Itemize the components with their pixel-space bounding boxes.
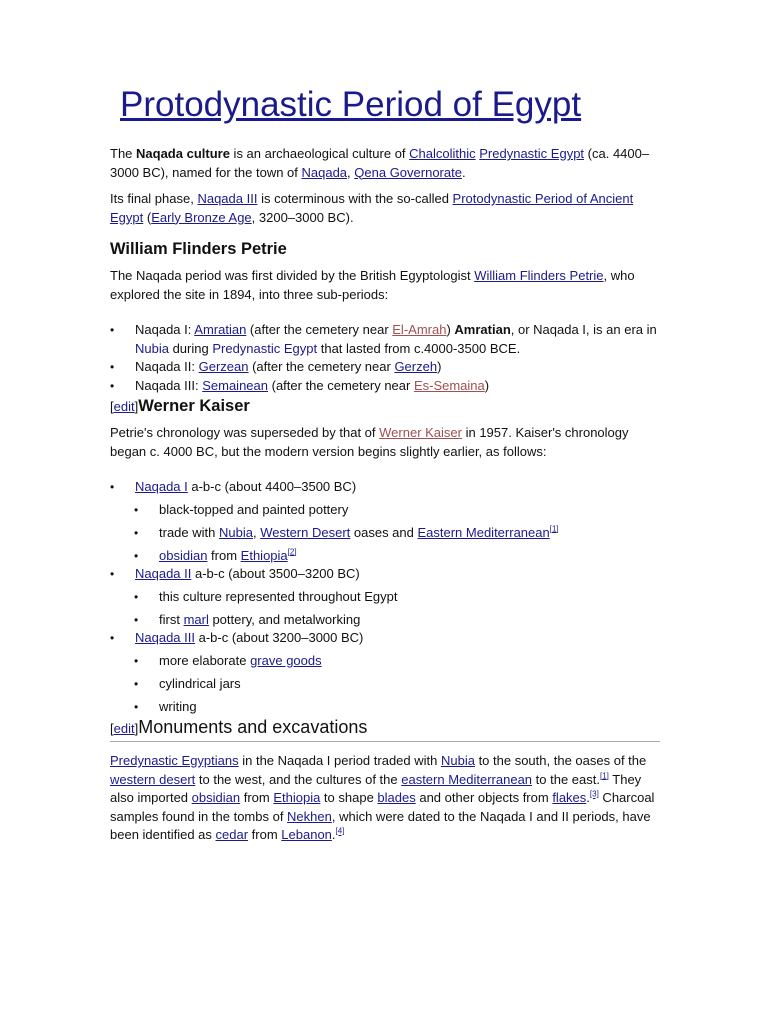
link-semainean[interactable]: Semainean [202,377,268,393]
link-es-semaina[interactable]: Es-Semaina [413,377,485,393]
link-predynastic-egypt[interactable]: Predynastic Egypt [212,340,318,356]
list-item: • writing [110,698,660,717]
link-eastern-mediterranean[interactable]: Eastern Mediterranean [417,524,550,540]
intro-paragraph-2 [110,190,660,227]
text: during [168,340,213,356]
text: pottery, and metalworking [208,611,361,627]
link-ethiopia[interactable]: Ethiopia [240,547,288,563]
article [110,80,660,845]
list-item [110,652,660,671]
list-item [110,524,660,543]
text: , which were dated to the Naqada I and II periods, have been identified as [110,808,651,842]
section-heading-kaiser [110,395,660,418]
reference-link[interactable]: [4] [335,826,345,836]
text: , 3200–3000 BC). [251,209,354,225]
link-werner-kaiser[interactable]: Werner Kaiser [379,425,462,440]
text: trade with [159,524,219,540]
text: and other objects from [415,790,553,805]
text: (after the cemetery near [268,377,414,393]
text: oases and [350,524,418,540]
link-eastern-mediterranean[interactable]: eastern Mediterranean [401,771,533,787]
text: , [347,164,355,180]
list-item [110,565,660,584]
text: (ca. 4400–3000 BC), named for the town of [110,146,650,180]
text: from [240,790,274,805]
text: first [159,611,184,627]
link-ethiopia[interactable]: Ethiopia [273,790,321,805]
text: to the west, and the cultures of the [195,771,402,787]
text: a-b-c (about 3500–3200 BC) [191,566,360,581]
text: ) [437,359,442,374]
heading-text: Monuments and excavations [138,717,368,737]
text: in the Naqada I period traded with [238,753,441,768]
text: to shape [320,790,378,805]
heading-text: Werner Kaiser [138,397,250,415]
bold-term: Amratian [454,322,511,337]
link-flakes[interactable]: flakes [552,790,587,805]
link-blades[interactable]: blades [377,790,416,805]
list-item [110,629,660,648]
link-gerzean[interactable]: Gerzean [198,359,249,374]
link-amratian[interactable]: Amratian [194,322,247,337]
text: Charcoal samples found in the tombs of [110,790,655,824]
text: Naqada III: [135,377,203,393]
link-grave-goods[interactable]: grave goods [250,652,322,668]
link-western-desert[interactable]: western desert [110,771,196,787]
link-marl[interactable]: marl [183,611,209,627]
link-cedar[interactable]: cedar [215,827,249,842]
edit-bracket: [edit] [110,721,139,736]
monuments-paragraph [110,752,660,845]
list-item: • black-topped and painted pottery [110,501,660,520]
text: to the east. [532,771,600,787]
text: from [248,827,282,842]
kaiser-paragraph [110,424,660,461]
text: . [586,790,590,805]
text: to the south, the oases of the [474,753,647,768]
text: , who explored the site in 1894, into three sub-periods: [110,268,635,302]
text: from [207,547,241,563]
text: Its final phase, [110,191,198,206]
link-predynastic-egyptians[interactable]: Predynastic Egyptians [110,753,239,768]
text: ) [446,322,455,337]
link-chalcolithic[interactable]: Chalcolithic [409,146,476,161]
link-nekhen[interactable]: Nekhen [287,808,332,824]
text: a-b-c (about 3200–3000 BC) [195,630,364,645]
reference-link[interactable]: [3] [589,789,599,799]
link-nubia[interactable]: Nubia [135,340,169,356]
petrie-paragraph [110,267,660,304]
text: (after the cemetery near [246,322,393,337]
text: a-b-c (about 4400–3500 BC) [187,479,357,494]
link-western-desert[interactable]: Western Desert [260,524,351,540]
bold-term: Naqada culture [136,146,230,161]
text: The Naqada period was first divided by the British Egyptologist [110,268,475,283]
link-naqada-ii[interactable]: Naqada II [135,566,192,581]
text: , [252,524,261,540]
text: They also imported [110,771,642,805]
naqada-iii-sublist [110,652,660,717]
text: . [461,164,466,180]
link-protodynastic-period[interactable]: Protodynastic Period of Ancient Egypt [110,191,634,225]
link-gerzeh[interactable]: Gerzeh [394,359,438,374]
edit-link[interactable]: edit [113,399,135,414]
text: (after the cemetery near [248,359,395,374]
text: is an archaeological culture of [229,146,410,161]
kaiser-phases-list-cont [110,629,660,648]
link-naqada-iii[interactable]: Naqada III [135,630,195,645]
text: is coterminous with the so-called [257,191,453,206]
list-item [110,547,660,566]
link-obsidian[interactable]: obsidian [159,547,208,563]
text: more elaborate [159,652,251,668]
list-item: • this culture represented throughout Egypt [110,588,660,607]
link-nubia[interactable]: Nubia [218,524,253,540]
edit-link[interactable]: edit [113,721,135,736]
section-heading-petrie: William Flinders Petrie [110,240,287,258]
list-item [110,377,660,396]
reference-link[interactable]: [1] [549,524,559,534]
reference-link[interactable]: [1] [599,771,609,781]
text: The [110,146,137,161]
kaiser-phases-list-cont [110,565,660,584]
text: Naqada I: [135,322,195,337]
naqada-ii-sublist [110,588,660,630]
text: ) [484,377,490,393]
link-qena-governorate[interactable]: Qena Governorate [354,164,462,180]
list-item [110,358,660,377]
list-item [110,611,660,630]
link-obsidian[interactable]: obsidian [191,790,241,805]
link-el-amrah[interactable]: El-Amrah [392,322,447,337]
link-early-bronze-age[interactable]: Early Bronze Age [151,209,252,225]
kaiser-phases-list [110,478,660,497]
text: Petrie's chronology was superseded by that of [110,425,380,440]
link-naqada-i[interactable]: Naqada I [135,479,188,494]
text: that lasted from c.4000-3500 BCE. [317,340,521,356]
list-item: • cylindrical jars [110,675,660,694]
text: . [331,827,336,842]
intro-paragraph-1 [110,145,660,182]
link-predynastic-egypt[interactable]: Predynastic Egypt [479,146,585,161]
link-nubia[interactable]: Nubia [440,753,475,768]
text: ( [143,209,152,225]
section-heading-monuments [110,716,660,742]
page-title: Protodynastic Period of Egypt [120,85,582,124]
petrie-periods-list [110,321,660,395]
list-item [110,478,660,497]
naqada-i-sublist [110,501,660,566]
text: in 1957. Kaiser's chronology began c. 4000 BC, but the modern version begins slightly earlier, as follows: [110,425,629,459]
link-naqada[interactable]: Naqada [301,164,348,180]
link-naqada-iii[interactable]: Naqada III [197,191,258,206]
text: , or Naqada I, is an era in [510,322,657,337]
link-lebanon[interactable]: Lebanon [281,827,332,842]
list-item [110,321,660,358]
text: Naqada II: [135,359,199,374]
reference-link[interactable]: [2] [287,547,297,557]
link-william-flinders-petrie[interactable]: William Flinders Petrie [474,268,604,283]
edit-bracket: [edit] [110,399,139,414]
